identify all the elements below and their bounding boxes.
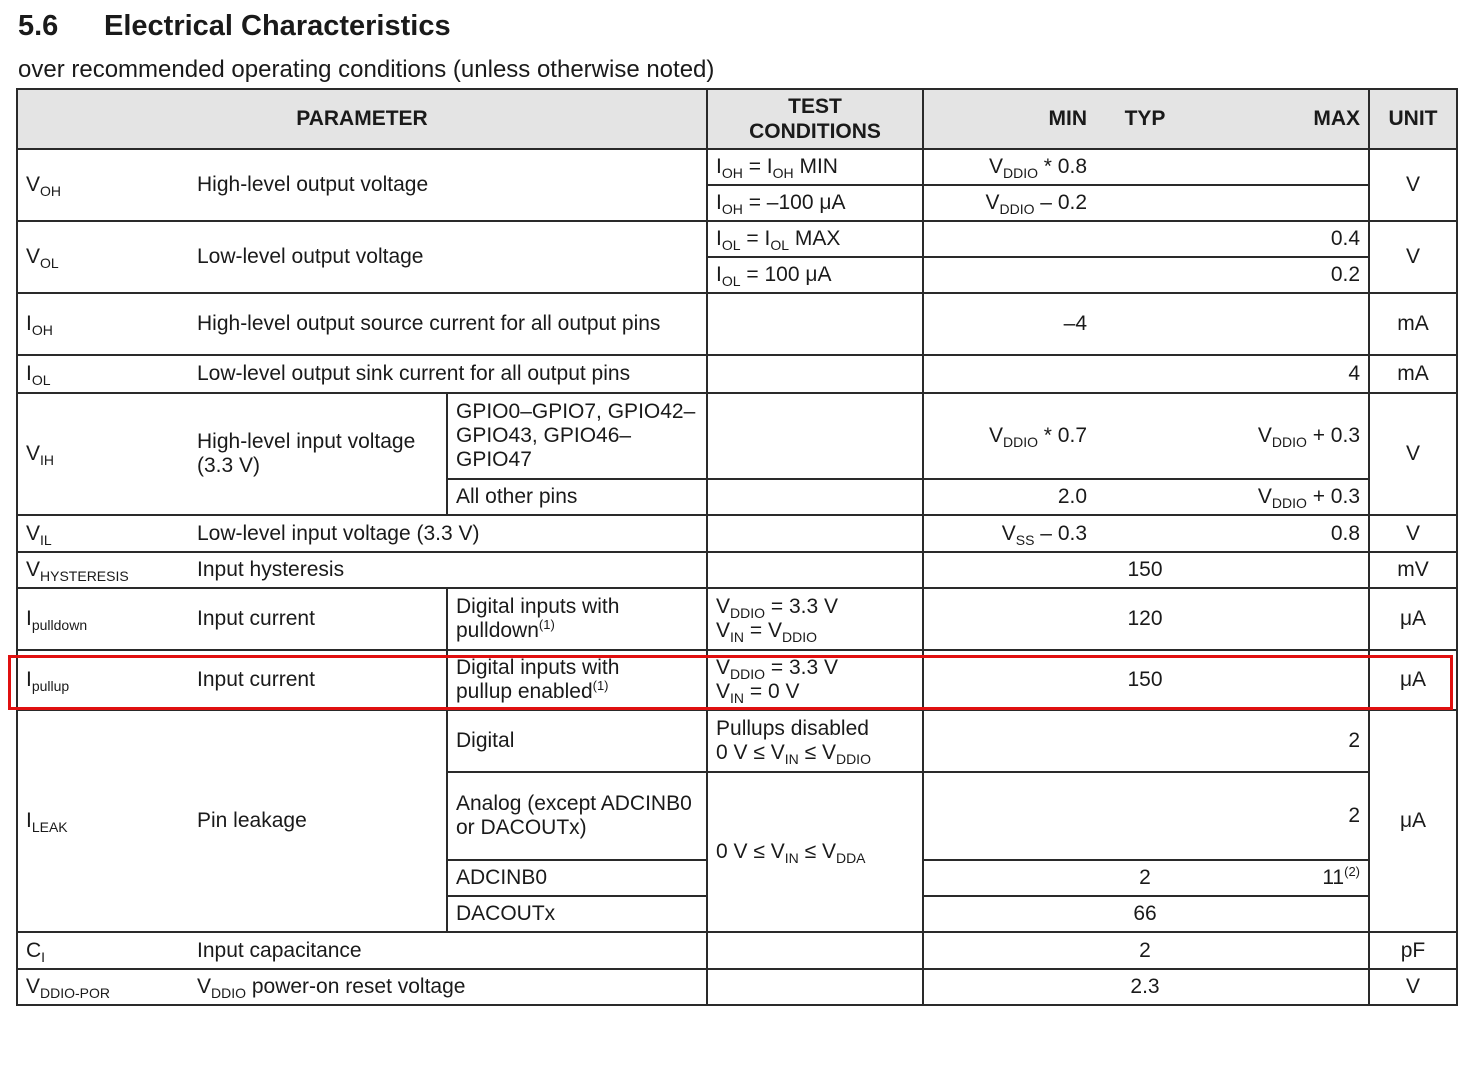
symbol-vol: $V_{OL}$ [17,221,189,293]
unit-vol: V [1369,221,1457,293]
table-row [17,969,1457,1005]
table-row [17,293,1457,355]
symbol-vil: $V_{IL}$ [17,515,189,552]
symbol-vhys: $V_{HYSTERESIS}$ [17,552,189,588]
max-iol: 4 [1195,355,1369,393]
table-row [17,355,1457,393]
pins-vih-1: GPIO0–GPIO7, GPIO42–GPIO43, GPIO46–GPIO47 [447,393,707,479]
max-vih-2: $V_{DDIO} + 0.3$ [1195,479,1369,515]
max-vol-1: 0.4 [1195,221,1369,257]
desc-ioh: High-level output source current for all output pins [189,293,707,355]
cond-vol-1: $I_{OL} = I_{OL}$ MAX [707,221,923,257]
symbol-vddio-por: $V_{DDIO-POR}$ [17,969,189,1005]
unit-vih: V [1369,393,1457,515]
max-vol-2: 0.2 [1195,257,1369,293]
symbol-ioh: $I_{OH}$ [17,293,189,355]
symbol-ipulldown: $I_{pulldown}$ [17,588,189,650]
min-ioh: –4 [923,293,1095,355]
cond-ipulldown: $V_{DDIO} = 3.3$ V $V_{IN} = V_{DDIO}$ [707,588,923,650]
symbol-vih: $V_{IH}$ [17,393,189,515]
unit-vddio-por: V [1369,969,1457,1005]
table-row [17,552,1457,588]
electrical-characteristics-table [16,88,1458,1006]
desc-vih: High-level input voltage (3.3 V) [189,393,447,515]
table-row [17,932,1457,969]
cond-ipullup: $V_{DDIO} = 3.3$ V $V_{IN} = 0$ V [707,650,923,710]
pins-ileak-dacoutx: DACOUTx [447,896,707,932]
pins-ipulldown: Digital inputs with pulldown$^{(1)}$ [447,588,707,650]
header-test-label: TEST [788,95,842,118]
desc-ileak: Pin leakage [189,710,447,932]
header-parameter: PARAMETER [17,89,707,149]
cond-voh-1: $I_{OH} = I_{OH}$ MIN [707,149,923,185]
min-voh-2: $V_{DDIO} - 0.2$ [923,185,1095,221]
pins-ipullup: Digital inputs with pullup enabled$^{(1)}$ [447,650,707,710]
desc-ipullup: Input current [189,650,447,710]
section-title: Electrical Characteristics [104,10,451,42]
max-vil: 0.8 [1195,515,1369,552]
unit-vhys: mV [1369,552,1457,588]
unit-vil: V [1369,515,1457,552]
pins-ileak-adcinb0: ADCINB0 [447,860,707,896]
desc-iol: Low-level output sink current for all output pins [189,355,707,393]
table-row [17,393,1457,479]
typ-ileak-dacoutx: 66 [1095,896,1195,932]
section-heading [18,10,451,43]
unit-ileak: μA [1369,710,1457,932]
cond-ileak-digital: Pullups disabled 0 $V \le V_{IN} \le V_{DDIO}$ [707,710,923,772]
table-row [17,515,1457,552]
section-subtitle: over recommended operating conditions (unless otherwise noted) [18,56,715,83]
symbol-iol: $I_{OL}$ [17,355,189,393]
pins-ileak-analog: Analog (except ADCINB0 or DACOUTx) [447,772,707,860]
typ-vddio-por: 2.3 [1095,969,1195,1005]
table-row [17,588,1457,650]
unit-voh: V [1369,149,1457,221]
header-min: MIN [923,89,1095,149]
min-vil: $V_{SS} - 0.3$ [923,515,1095,552]
symbol-voh: $V_{OH}$ [17,149,189,221]
unit-ipullup: μA [1369,650,1457,710]
unit-ci: pF [1369,932,1457,969]
typ-ipulldown: 120 [1095,588,1195,650]
pins-vih-2: All other pins [447,479,707,515]
desc-ci: Input capacitance [189,932,707,969]
table-row [17,221,1457,257]
table-row-ipullup [17,650,1457,710]
table-row [17,710,1457,772]
desc-vddio-por: $V_{DDIO}$ power-on reset voltage [189,969,707,1005]
max-ileak-analog: 2 [1195,772,1369,860]
unit-iol: mA [1369,355,1457,393]
max-ileak-adcinb0: 11$^{(2)}$ [1195,860,1369,896]
section-number: 5.6 [18,10,59,42]
min-vih-2: 2.0 [923,479,1095,515]
typ-ci: 2 [1095,932,1195,969]
desc-vhys: Input hysteresis [189,552,707,588]
desc-voh: High-level output voltage [189,149,707,221]
typ-vhys: 150 [1095,552,1195,588]
header-max: MAX [1195,89,1369,149]
desc-vol: Low-level output voltage [189,221,707,293]
unit-ipulldown: μA [1369,588,1457,650]
cond-ileak-analog: 0 $V \le V_{IN} \le V_{DDA}$ [707,772,923,932]
header-typ: TYP [1095,89,1195,149]
max-ileak-digital: 2 [1195,710,1369,772]
min-vih-1: $V_{DDIO} * 0.7$ [923,393,1095,479]
table-row [17,149,1457,185]
symbol-ileak: $I_{LEAK}$ [17,710,189,932]
unit-ioh: mA [1369,293,1457,355]
typ-ipullup: 150 [1095,650,1195,710]
cond-vol-2: $I_{OL} = 100$ μA [707,257,923,293]
desc-ipulldown: Input current [189,588,447,650]
symbol-ipullup: $I_{pullup}$ [17,650,189,710]
header-test-conditions [707,89,923,149]
min-voh-1: $V_{DDIO} * 0.8$ [923,149,1095,185]
max-vih-1: $V_{DDIO} + 0.3$ [1195,393,1369,479]
desc-vil: Low-level input voltage (3.3 V) [189,515,707,552]
cond-voh-2: $I_{OH} = -100$ μA [707,185,923,221]
header-unit: UNIT [1369,89,1457,149]
pins-ileak-digital: Digital [447,710,707,772]
header-conditions-label: CONDITIONS [749,120,881,143]
typ-ileak-adcinb0: 2 [1095,860,1195,896]
symbol-ci: $C_I$ [17,932,189,969]
header-row [17,89,1457,149]
